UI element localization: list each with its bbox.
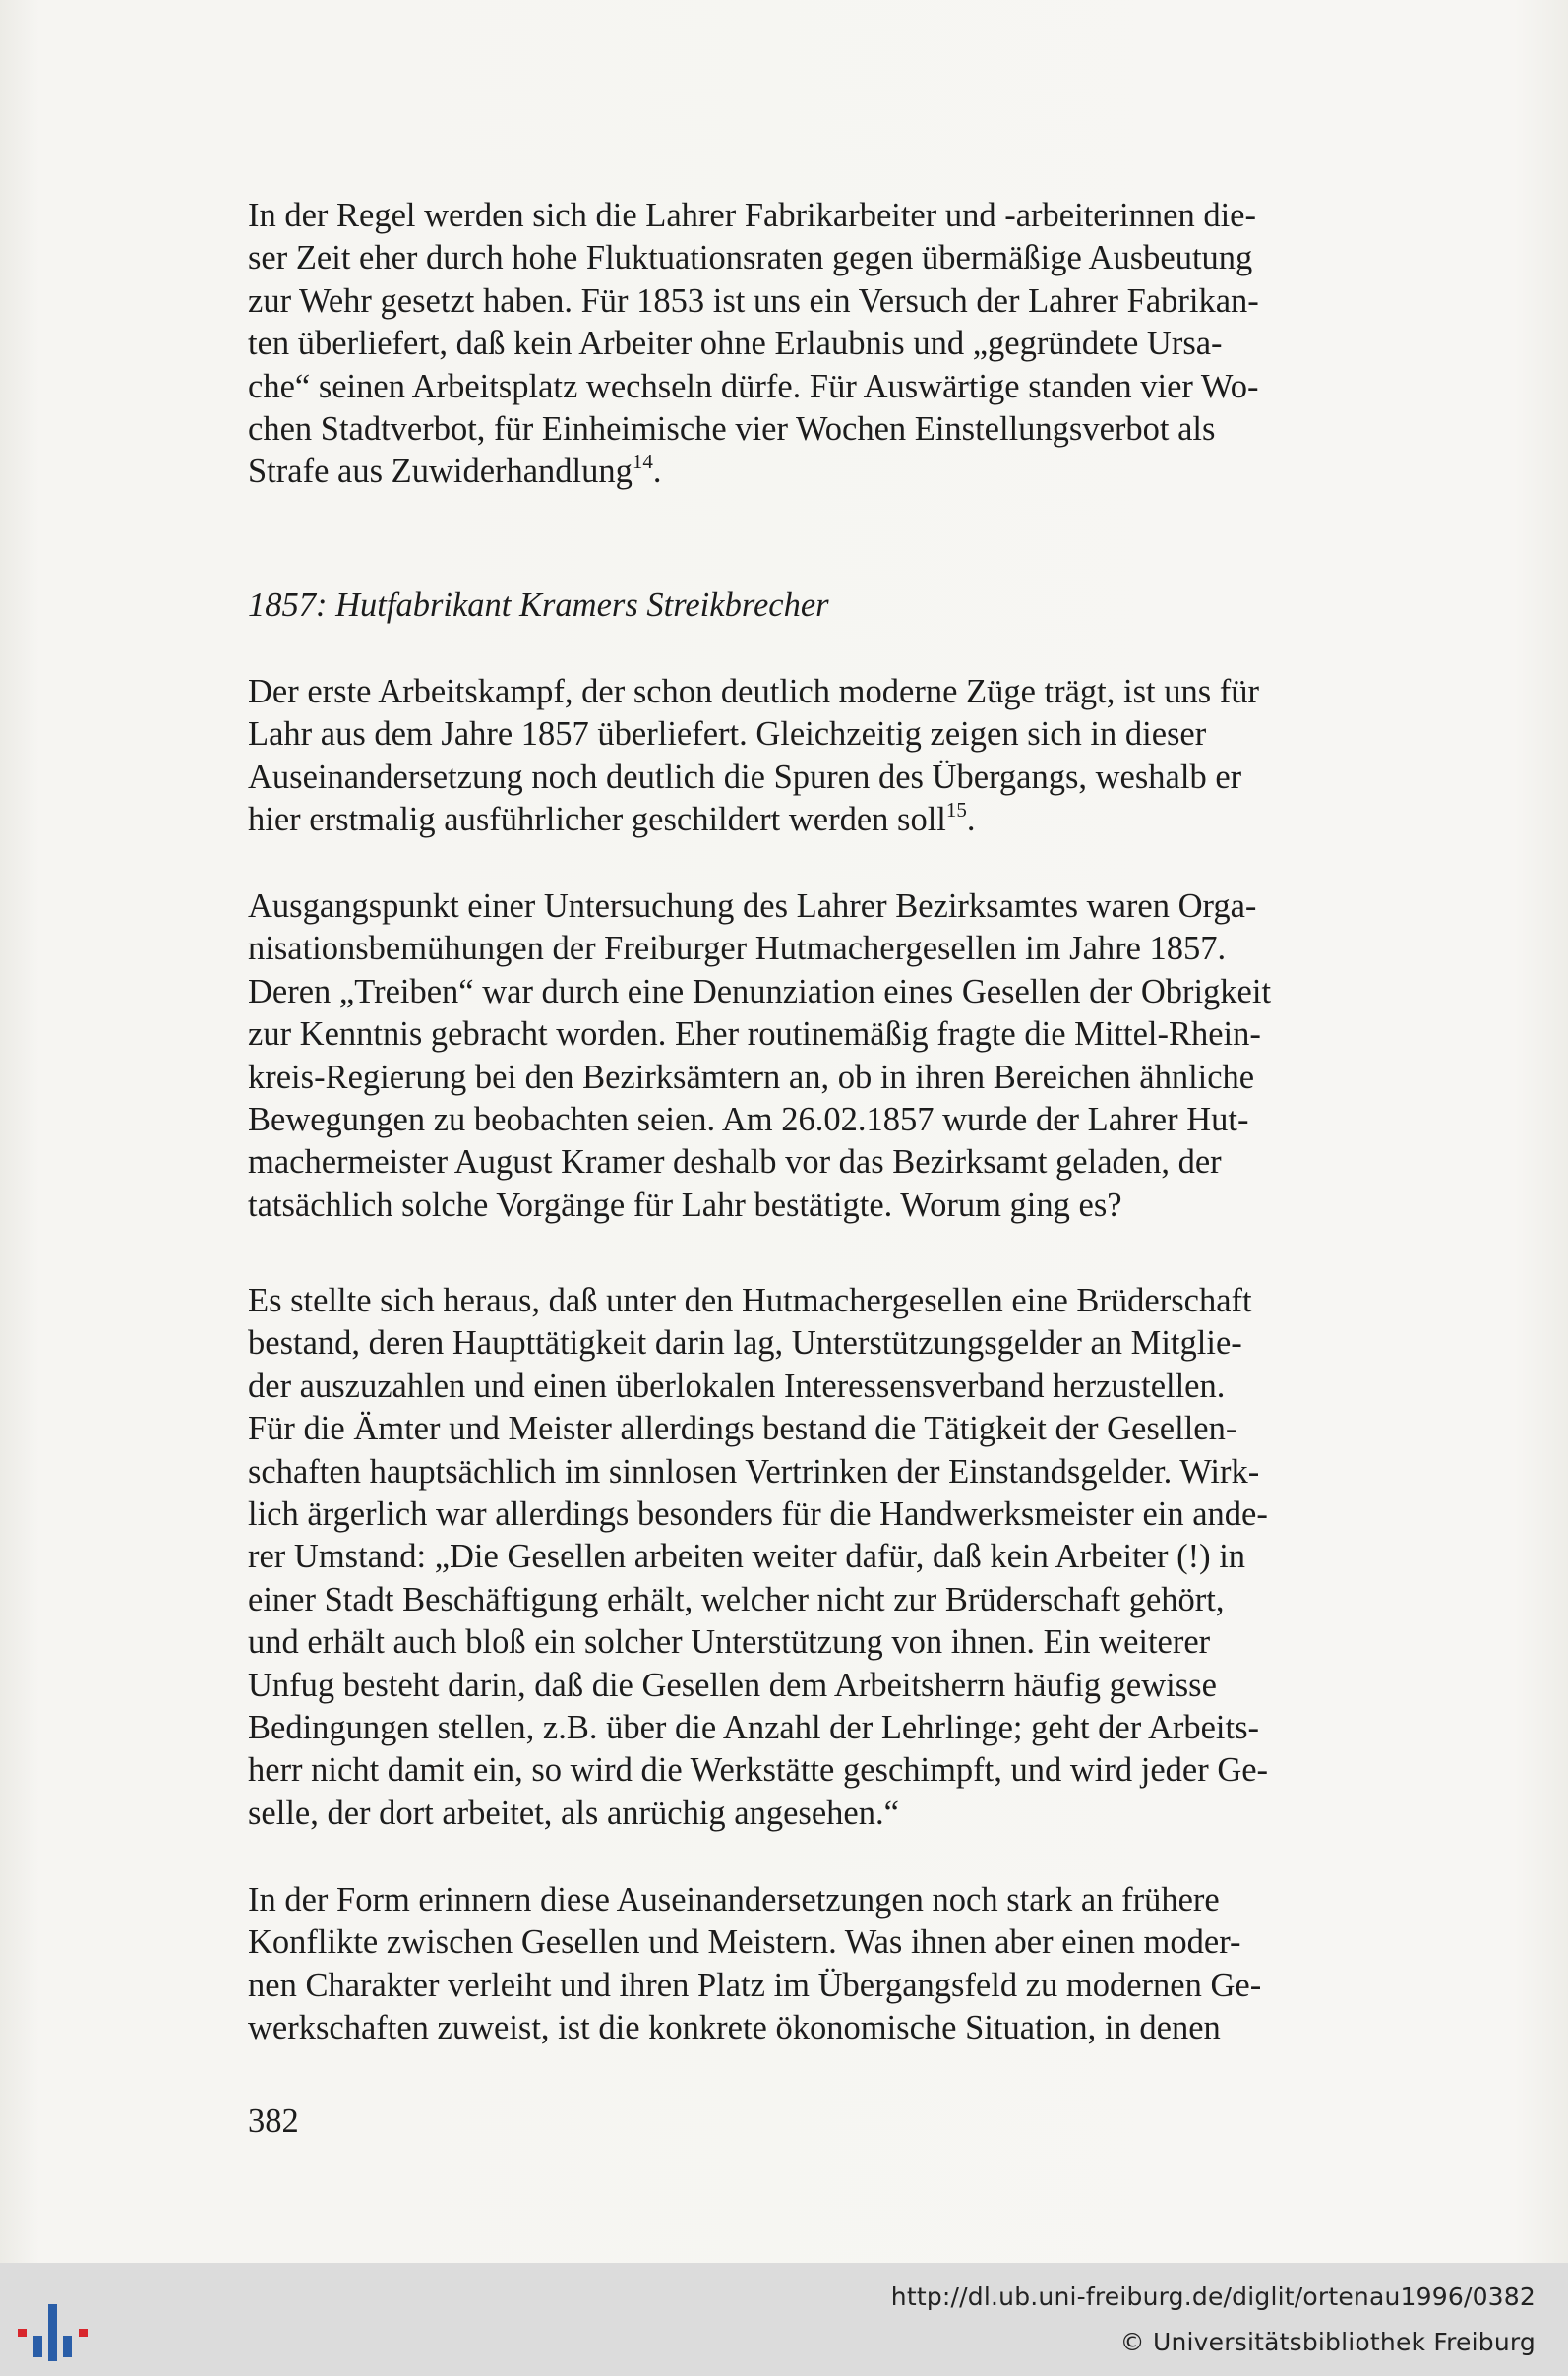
- sentence-end: .: [652, 453, 662, 491]
- text-line: Der erste Arbeitskampf, der schon deutlich moderne Züge trägt, ist uns für: [248, 673, 1259, 710]
- para-3-text: [248, 885, 1436, 1227]
- section-heading: 1857: Hutfabrikant Kramers Streikbrecher: [248, 586, 829, 624]
- logo-red-square-right: [79, 2329, 88, 2337]
- text-line: ten überliefert, daß kein Arbeiter ohne Erlaubnis und „gegründete Ursa-: [248, 325, 1223, 363]
- text-line: Unfug besteht darin, daß die Gesellen dem Arbeitsherrn häufig gewisse: [248, 1666, 1217, 1704]
- text-line: Für die Ämter und Meister allerdings bestand die Tätigkeit der Gesellen-: [248, 1410, 1237, 1448]
- text-line: zur Wehr gesetzt haben. Für 1853 ist uns ein Versuch der Lahrer Fabrikan-: [248, 281, 1259, 320]
- para-2-text: [248, 671, 1436, 842]
- text-line: bestand, deren Haupttätigkeit darin lag, Unterstützungsgelder an Mitglie-: [248, 1324, 1242, 1363]
- text-line: herr nicht damit ein, so wird die Werkstätte geschimpft, und wird jeder Ge-: [248, 1751, 1269, 1790]
- text-line: werkschaften zuweist, ist die konkrete ökonomische Situation, in denen: [248, 2009, 1221, 2047]
- logo-blue-bar-3: [63, 2336, 72, 2357]
- text-line: Lahr aus dem Jahre 1857 überliefert. Gleichzeitig zeigen sich in dieser: [248, 715, 1207, 754]
- text-line: Bewegungen zu beobachten seien. Am 26.02.1857 wurde der Lahrer Hut-: [248, 1101, 1249, 1139]
- logo-red-square-left: [18, 2329, 27, 2337]
- text-line: Es stellte sich heraus, daß unter den Hutmachergesellen eine Brüderschaft: [248, 1282, 1252, 1319]
- text-line: und erhält auch bloß ein solcher Unterstützung von ihnen. Ein weiterer: [248, 1623, 1211, 1662]
- paragraph-2: [248, 671, 1436, 842]
- text-line: nisationsbemühungen der Freiburger Hutmachergesellen im Jahre 1857.: [248, 930, 1227, 968]
- logo-blue-bar-2: [48, 2304, 57, 2361]
- text-line: machermeister August Kramer deshalb vor das Bezirksamt geladen, der: [248, 1143, 1222, 1182]
- text-line: einer Stadt Beschäftigung erhält, welcher nicht zur Brüderschaft gehört,: [248, 1580, 1225, 1618]
- text-line: tatsächlich solche Vorgänge für Lahr bestätigte. Worum ging es?: [248, 1186, 1122, 1224]
- text-line: Ausgangspunkt einer Untersuchung des Lahrer Bezirksamtes waren Orga-: [248, 887, 1257, 925]
- text-line: Konflikte zwischen Gesellen und Meistern. Was ihnen aber einen moder-: [248, 1923, 1241, 1962]
- text-line: ser Zeit eher durch hohe Fluktuationsraten gegen übermäßige Ausbeutung: [248, 239, 1253, 277]
- footer-copyright: © Universitätsbibliothek Freiburg: [1119, 2328, 1536, 2356]
- text-line: selle, der dort arbeitet, als anrüchig angesehen.“: [248, 1794, 899, 1832]
- text-line: chen Stadtverbot, für Einheimische vier Wochen Einstellungsverbot als: [248, 410, 1216, 449]
- text-line: Strafe aus Zuwiderhandlung: [248, 453, 633, 491]
- text-line: der auszuzahlen und einen überlokalen Interessensverband herzustellen.: [248, 1367, 1226, 1405]
- text-line: nen Charakter verleiht und ihren Platz im Übergangsfeld zu modernen Ge-: [248, 1966, 1262, 2004]
- paragraph-1: [248, 195, 1436, 494]
- logo-blue-bar-1: [33, 2336, 42, 2357]
- text-line: kreis-Regierung bei den Bezirksämtern an, ob in ihren Bereichen ähnliche: [248, 1058, 1255, 1096]
- sentence-end: .: [966, 801, 976, 839]
- text-line: In der Regel werden sich die Lahrer Fabrikarbeiter und -arbeiterinnen die-: [248, 197, 1256, 234]
- text-line: Bedingungen stellen, z.B. über die Anzahl der Lehrlinge; geht der Arbeits-: [248, 1709, 1259, 1747]
- text-line: che“ seinen Arbeitsplatz wechseln dürfe. Für Auswärtige standen vier Wo-: [248, 367, 1259, 405]
- text-line: hier erstmalig ausführlicher geschildert werden soll: [248, 801, 946, 839]
- para-4-text: [248, 1280, 1436, 1835]
- page-number: 382: [248, 2102, 299, 2140]
- footer-url-link[interactable]: http://dl.ub.uni-freiburg.de/diglit/ortenau1996/0382: [890, 2283, 1536, 2311]
- para-1-text: [248, 195, 1436, 494]
- paragraph-3: [248, 885, 1436, 1227]
- para-5-text: [248, 1879, 1436, 2050]
- text-line: schaften hauptsächlich im sinnlosen Vertrinken der Einstandsgelder. Wirk-: [248, 1452, 1260, 1491]
- text-line: In der Form erinnern diese Auseinandersetzungen noch stark an frühere: [248, 1881, 1220, 1919]
- ub-freiburg-logo-icon: [18, 2292, 96, 2371]
- footnote-marker-15[interactable]: 15: [945, 798, 967, 822]
- paragraph-5: [248, 1879, 1436, 2050]
- footnote-marker-14[interactable]: 14: [632, 450, 653, 474]
- text-line: rer Umstand: „Die Gesellen arbeiten weiter dafür, daß kein Arbeiter (!) in: [248, 1538, 1246, 1576]
- text-line: zur Kenntnis gebracht worden. Eher routinemäßig fragte die Mittel-Rhein-: [248, 1015, 1261, 1054]
- text-line: Auseinandersetzung noch deutlich die Spuren des Übergangs, weshalb er: [248, 758, 1242, 796]
- paragraph-4: [248, 1280, 1436, 1835]
- text-line: Deren „Treiben“ war durch eine Denunziation eines Gesellen der Obrigkeit: [248, 972, 1272, 1010]
- text-line: lich ärgerlich war allerdings besonders für die Handwerksmeister ein ande-: [248, 1495, 1268, 1534]
- digital-library-footer: [0, 2263, 1568, 2376]
